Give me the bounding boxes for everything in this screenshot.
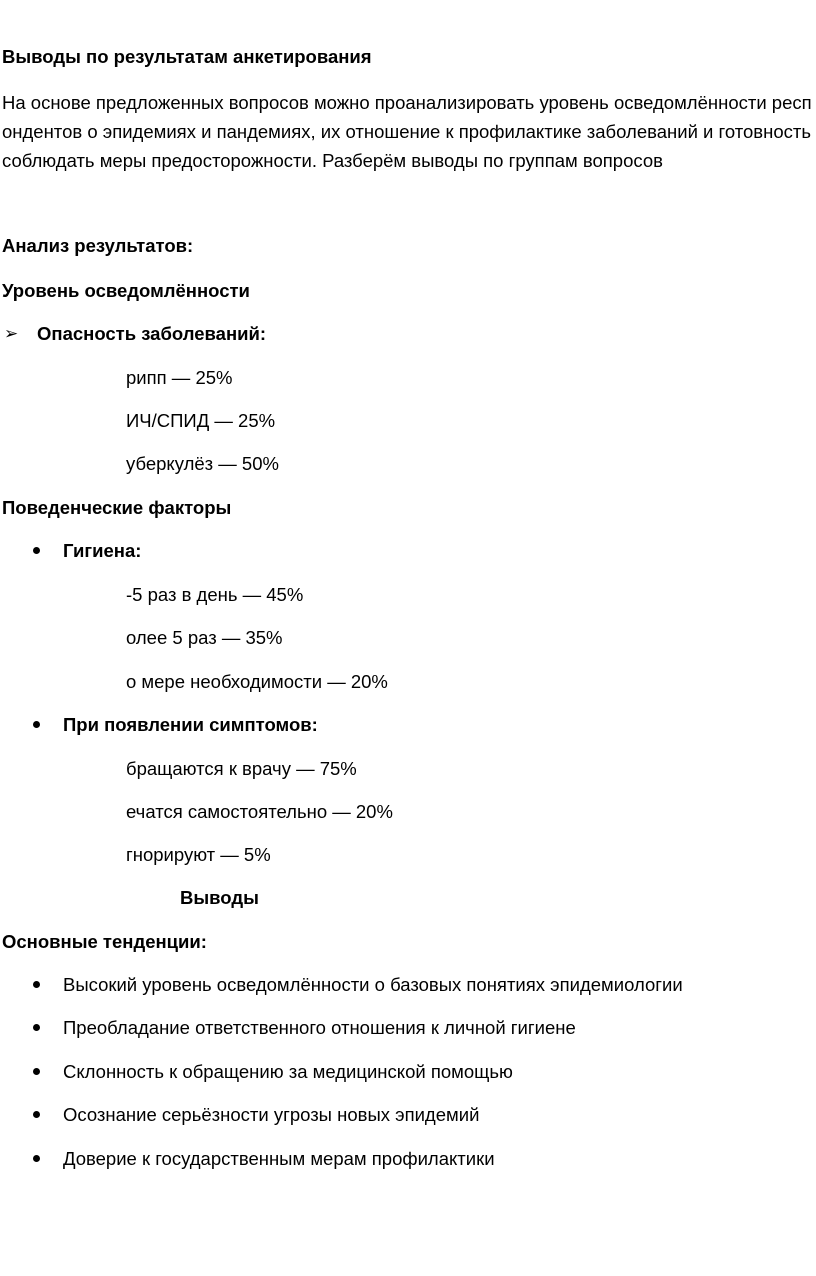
symptoms-item: ечатся самостоятельно — 20% <box>126 801 393 822</box>
bullet-dot-icon <box>33 981 40 988</box>
symptoms-item: гнорируют — 5% <box>126 844 271 865</box>
bullet-dot-icon <box>33 1024 40 1031</box>
conclusions-heading: Выводы <box>180 887 259 908</box>
behavior-heading: Поведенческие факторы <box>2 497 232 518</box>
danger-item: ИЧ/СПИД — 25% <box>126 410 276 431</box>
trends-heading: Основные тенденции: <box>2 931 207 952</box>
trend-item: Склонность к обращению за медицинской помощью <box>63 1061 513 1082</box>
hygiene-item: -5 раз в день — 45% <box>126 584 304 605</box>
hygiene-label: Гигиена: <box>63 540 142 561</box>
hygiene-item: о мере необходимости — 20% <box>126 671 388 692</box>
danger-item: рипп — 25% <box>126 367 233 388</box>
trend-item: Преобладание ответственного отношения к личной гигиене <box>63 1017 576 1038</box>
symptoms-item: бращаются к врачу — 75% <box>126 758 357 779</box>
analysis-heading: Анализ результатов: <box>2 235 194 256</box>
bullet-dot-icon <box>33 721 40 728</box>
bullet-dot-icon <box>33 1068 40 1075</box>
document-title: Выводы по результатам анкетирования <box>2 46 372 67</box>
intro-paragraph: На основе предложенных вопросов можно проанализировать уровень осведомлённости респондентов о эпидемиях и пандемиях, их отношение к профилактике заболеваний и готовность соблюдать меры предосторожности. Разберём выводы по группам вопросов <box>2 92 812 171</box>
trend-item: Осознание серьёзности угрозы новых эпидемий <box>63 1104 480 1125</box>
bullet-dot-icon <box>33 1155 40 1162</box>
bullet-dot-icon <box>33 1111 40 1118</box>
arrow-bullet-icon: ➢ <box>4 324 19 343</box>
trend-item: Доверие к государственным мерам профилактики <box>63 1148 495 1169</box>
awareness-heading: Уровень осведомлённости <box>2 280 250 301</box>
symptoms-label: При появлении симптомов: <box>63 714 318 735</box>
trend-item: Высокий уровень осведомлённости о базовых понятиях эпидемиологии <box>63 974 683 995</box>
hygiene-item: олее 5 раз — 35% <box>126 627 283 648</box>
bullet-dot-icon <box>33 547 40 554</box>
danger-label: Опасность заболеваний: <box>37 323 267 344</box>
danger-item: уберкулёз — 50% <box>126 453 279 474</box>
